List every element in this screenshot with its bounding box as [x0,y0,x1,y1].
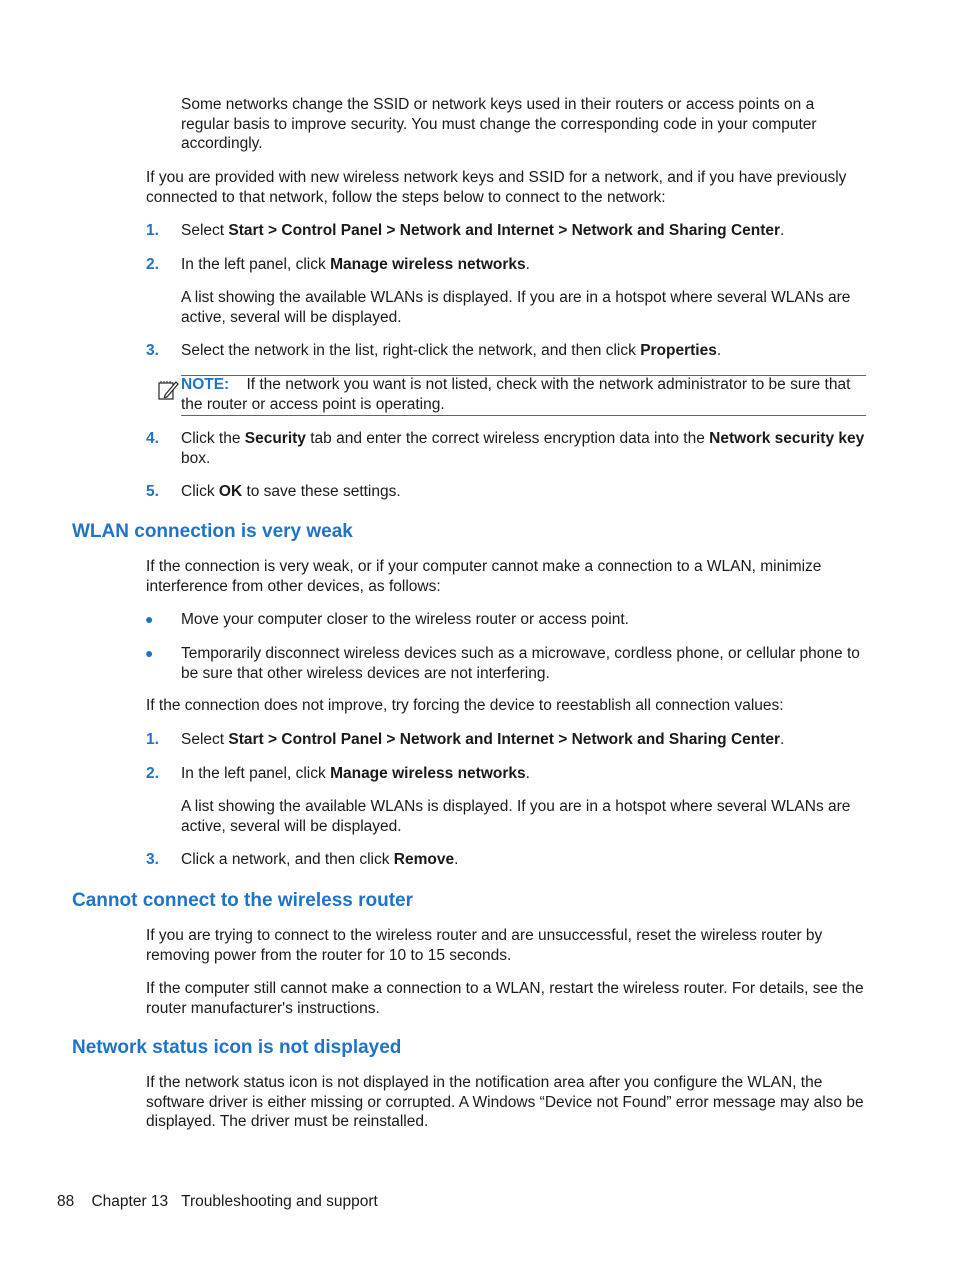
weak-reestablish: If the connection does not improve, try forcing the device to reestablish all connection values: [146,697,784,714]
manage-wireless-networks-label: Manage wireless networks [330,256,526,273]
note-icon [156,378,180,402]
section-heading-router: Cannot connect to the wireless router [72,890,413,911]
step-number: 5. [146,483,159,500]
manage-wireless-networks-label: Manage wireless networks [330,765,526,782]
security-tab-label: Security [244,430,306,447]
router-paragraph-2: If the computer still cannot make a connection to a WLAN, restart the wireless router. For details, see the router manufacturer's instructions. [146,980,864,1017]
step-number: 2. [146,765,159,782]
section-heading-status-icon: Network status icon is not displayed [72,1037,402,1058]
intro-instructions: If you are provided with new wireless network keys and SSID for a network, and if you have previously connected to that network, follow the steps below to connect to the network: [146,169,847,206]
menu-path: Start > Control Panel > Network and Internet > Network and Sharing Center [228,222,781,239]
weak-intro: If the connection is very weak, or if your computer cannot make a connection to a WLAN, minimize interference from other devices, as follows: [146,558,822,595]
menu-path: Start > Control Panel > Network and Internet > Network and Sharing Center [228,731,781,748]
bullet-icon: ● [145,611,154,627]
note-label: NOTE: [181,376,230,393]
step-number: 3. [146,851,159,868]
bullet-icon: ● [145,645,154,661]
step-number: 4. [146,430,159,447]
remove-label: Remove [393,851,455,868]
network-security-key-label: Network security key [709,430,865,447]
intro-paragraph: Some networks change the SSID or network keys used in their routers or access points on a regular basis to improve security. You must change the corresponding code in your computer accordingly. [181,96,817,152]
ok-label: OK [218,483,243,500]
step-number: 3. [146,342,159,359]
note-text: NOTE: If the network you want is not listed, check with the network administrator to be sure that the router or access point is operating. [181,376,851,413]
step-2-detail: A list showing the available WLANs is displayed. If you are in a hotspot where several WLANs are active, several will be displayed. [181,798,851,835]
page-footer [57,1192,378,1212]
step-2-detail: A list showing the available WLANs is displayed. If you are in a hotspot where several WLANs are active, several will be displayed. [181,289,851,326]
section-heading-weak-connection: WLAN connection is very weak [72,521,353,542]
page-number: 88 [57,1193,75,1210]
chapter-title: Troubleshooting and support [181,1193,378,1210]
step-number: 1. [146,222,159,239]
router-paragraph-1: If you are trying to connect to the wireless router and are unsuccessful, reset the wireless router by removing power from the router for 10 to 15 seconds. [146,927,823,964]
step-number: 2. [146,256,159,273]
chapter-label: Chapter 13 [91,1193,169,1210]
step-number: 1. [146,731,159,748]
status-paragraph: If the network status icon is not displayed in the notification area after you configure the WLAN, the software driver is either missing or corrupted. A Windows “Device not Found” error message may also be displayed. The driver must be reinstalled. [146,1074,864,1130]
properties-label: Properties [640,342,717,359]
